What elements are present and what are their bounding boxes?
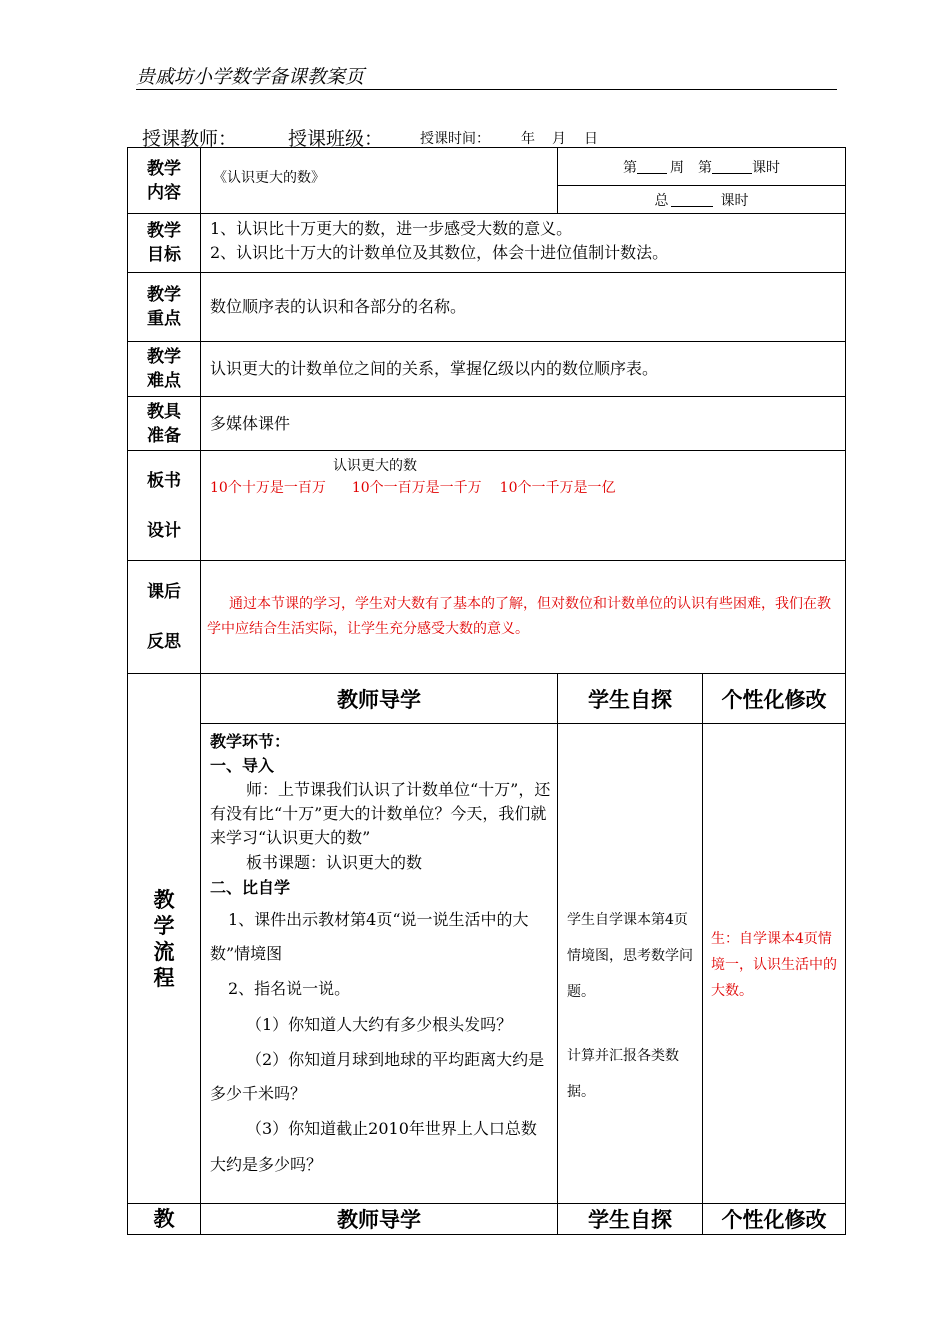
difficulty-text: 认识更大的计数单位之间的关系，掌握亿级以内的数位顺序表。 bbox=[201, 342, 846, 397]
question-3: （3）你知道截止2010年世界上人口总数大约是多少吗？ bbox=[210, 1119, 537, 1174]
goals-label: 教学 目标 bbox=[128, 214, 201, 273]
col-personal-modify: 个性化修改 bbox=[703, 674, 846, 724]
board-items bbox=[210, 477, 845, 499]
page-header-title: 贵戚坊小学数学备课教案页 bbox=[136, 66, 365, 88]
step-discuss: 2、指名说一说。 bbox=[228, 979, 351, 998]
teacher-label: 授课教师： bbox=[142, 128, 238, 150]
key-row bbox=[128, 273, 846, 342]
col-teacher-guide: 教师导学 bbox=[201, 674, 558, 724]
key-text: 数位顺序表的认识和各部分的名称。 bbox=[201, 273, 846, 342]
key-label: 教学 重点 bbox=[128, 273, 201, 342]
process-body-row bbox=[128, 724, 846, 1204]
student-explore-content bbox=[558, 724, 703, 1204]
step-courseware: 1、课件出示教材第4页“说一说生活中的大数”情境图 bbox=[210, 910, 529, 963]
footer-col-student-explore: 学生自探 bbox=[558, 1204, 703, 1235]
board-item-2: 10个一百万是一千万 bbox=[351, 480, 482, 496]
footer-header-row bbox=[128, 1204, 846, 1235]
content-label: 教学 内容 bbox=[128, 148, 201, 214]
board-title: 认识更大的数 bbox=[333, 458, 417, 474]
process-label: 教学流程 bbox=[128, 674, 201, 1204]
tools-label: 教具 准备 bbox=[128, 397, 201, 451]
personal-modify-content bbox=[703, 724, 846, 1204]
modify-note-1: 生：自学课本4页情境一，认识生活中的大数。 bbox=[711, 931, 837, 999]
step-title: 教学环节： bbox=[210, 732, 291, 751]
total-lessons-line: 总 课时 bbox=[654, 192, 749, 209]
content-row bbox=[128, 148, 846, 214]
board-label: 板书 设计 bbox=[128, 451, 201, 561]
class-label: 授课班级： bbox=[288, 128, 384, 150]
goals-text: 1、认识比十万更大的数，进一步感受大数的意义。 2、认识比十万大的计数单位及其数位，体会十进位值制计数法。 bbox=[201, 214, 846, 273]
intro-paragraph: 师：上节课我们认识了计数单位“十万”，还有没有比“十万”更大的计数单位？今天，我们就来学习“认识更大的数” bbox=[210, 780, 551, 847]
header-rule bbox=[136, 89, 837, 90]
student-note-2: 计算并汇报各类数据。 bbox=[567, 1048, 679, 1100]
teacher-guide-content bbox=[201, 724, 558, 1204]
difficulty-row bbox=[128, 342, 846, 397]
month-label: 月 bbox=[552, 131, 566, 147]
difficulty-label: 教学 难点 bbox=[128, 342, 201, 397]
time-label: 授课时间： bbox=[420, 131, 490, 147]
board-row bbox=[128, 451, 846, 561]
tools-row bbox=[128, 397, 846, 451]
footer-col-personal-modify: 个性化修改 bbox=[703, 1204, 846, 1235]
footer-col-teacher-guide: 教师导学 bbox=[201, 1204, 558, 1235]
lesson-plan-table bbox=[127, 147, 846, 1235]
year-label: 年 bbox=[521, 131, 535, 147]
part-self-study-title: 二、比自学 bbox=[210, 878, 291, 897]
footer-process-label: 教 bbox=[128, 1204, 201, 1235]
board-item-3: 10个一千万是一亿 bbox=[499, 480, 616, 496]
period-cell bbox=[558, 148, 846, 214]
day-label: 日 bbox=[584, 131, 598, 147]
reflection-label: 课后 反思 bbox=[128, 561, 201, 674]
part-intro-title: 一、导入 bbox=[210, 756, 275, 775]
student-note-1: 学生自学课本第4页情境图，思考数学问题。 bbox=[567, 912, 693, 1000]
goals-row bbox=[128, 214, 846, 273]
reflection-row bbox=[128, 561, 846, 674]
question-2: （2）你知道月球到地球的平均距离大约是多少千米吗？ bbox=[210, 1050, 545, 1103]
question-1: （1）你知道人大约有多少根头发吗？ bbox=[246, 1015, 513, 1034]
board-design bbox=[201, 451, 846, 561]
process-header-row bbox=[128, 674, 846, 724]
board-item-1: 10个十万是一百万 bbox=[210, 480, 326, 496]
tools-text: 多媒体课件 bbox=[201, 397, 846, 451]
content-title: 《认识更大的数》 bbox=[201, 148, 558, 214]
col-student-explore: 学生自探 bbox=[558, 674, 703, 724]
reflection-text: 通过本节课的学习，学生对大数有了基本的了解，但对数位和计数单位的认识有些困难，我们在教学中应结合生活实际，让学生充分感受大数的意义。 bbox=[201, 561, 846, 674]
week-lesson-line: 第 周 第 课时 bbox=[558, 148, 845, 186]
board-topic-line: 板书课题：认识更大的数 bbox=[246, 853, 423, 872]
